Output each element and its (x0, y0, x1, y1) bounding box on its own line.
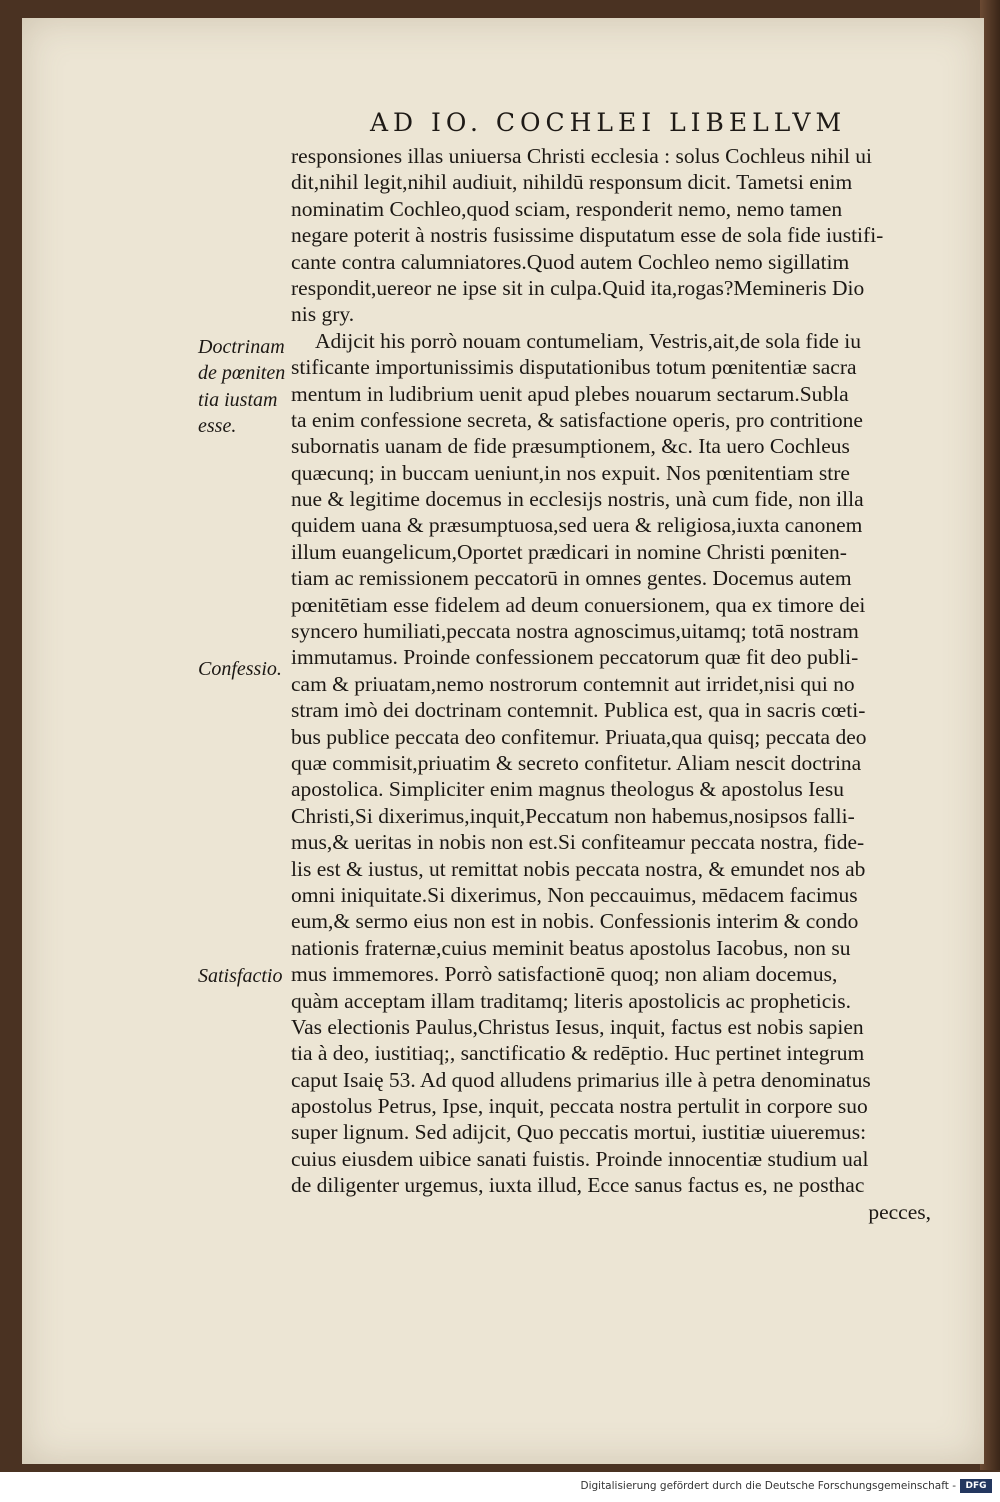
text-line: Adijcit his porrò nouam contumeliam, Vestris,ait,de sola fide iu (315, 328, 861, 353)
text-line: nominatim Cochleo,quod sciam, responderit nemo, nemo tamen (291, 196, 843, 221)
text-line: quæcunq; in buccam ueniunt,in nos expuit. Nos pœnitentiam stre (291, 460, 850, 485)
text-line: dit,nihil legit,nihil audiuit, nihildū responsum dicit. Tametsi enim (291, 170, 853, 195)
text-line: mus,& ueritas in nobis non est.Si confiteamur peccata nostra, fide- (291, 830, 865, 855)
text-line: nationis fraternæ,cuius meminit beatus apostolus Iacobus, non su (291, 935, 851, 960)
text-line: stificante importunissimis disputationibus totum pœnitentiæ sacra (291, 355, 857, 380)
text-line: eum,& sermo eius non est in nobis. Confessionis interim & condo (291, 909, 859, 934)
margin-note-esse: esse. (198, 415, 237, 437)
text-line: Christi,Si dixerimus,inquit,Peccatum non habemus,nosipsos falli- (291, 803, 855, 828)
margin-note-confessio: Confessio. (198, 658, 282, 680)
text-line: cuius eiusdem uibice sanati fuistis. Proinde innocentiæ studium ual (291, 1146, 869, 1171)
margin-note-doctrinam: Doctrinam (198, 336, 285, 358)
text-line: cante contra calumniatores.Quod autem Cochleo nemo sigillatim (291, 249, 850, 274)
text-line: omni iniquitate.Si dixerimus, Non peccauimus, mēdacem facimus (291, 882, 858, 907)
text-line: apostolus Petrus, Ipse, inquit, peccata nostra pertulit in corpore suo (291, 1094, 868, 1119)
text-line: mus immemores. Porrò satisfactionē quoq; non aliam docemus, (291, 962, 838, 987)
text-line: apostolica. Simpliciter enim magnus theologus & apostolus Iesu (291, 777, 844, 802)
footer-bar (0, 1472, 1000, 1502)
text-line: ta enim confessione secreta, & satisfactione operis, pro contritione (291, 407, 863, 432)
margin-note-satisfactio: Satisfactio (198, 965, 283, 987)
text-line: quàm acceptam illam traditamq; literis apostolicis ac propheticis. (291, 988, 852, 1013)
text-line: Vas electionis Paulus,Christus Iesus, inquit, factus est nobis sapien (291, 1014, 864, 1039)
text-line: tiam ac remissionem peccatorū in omnes gentes. Docemus autem (291, 566, 852, 591)
text-line: super lignum. Sed adijcit, Quo peccatis mortui, iustitiæ uiueremus: (291, 1120, 867, 1145)
text-line: subornatis uanam de fide præsumptionem, &c. Ita uero Cochleus (291, 434, 850, 459)
margin-note-de-poeniten: de pœniten (198, 362, 286, 384)
text-line: bus publice peccata deo confitemur. Priuata,qua quisq; peccata deo (291, 724, 867, 749)
text-line: lis est & iustus, ut remittat nobis peccata nostra, & emundet nos ab (291, 856, 866, 881)
text-line: syncero humiliati,peccata nostra agnoscimus,uitamq; totā nostram (291, 619, 859, 644)
text-line: illum euangelicum,Oportet prædicari in nomine Christi pœniten- (291, 539, 847, 564)
text-line: nis gry. (291, 302, 355, 327)
text-line: quæ commisit,priuatim & secreto confitetur. Aliam nescit doctrina (291, 750, 862, 775)
text-line: responsiones illas uniuersa Christi ecclesia : solus Cochleus nihil ui (291, 144, 873, 168)
text-line: de diligenter urgemus, iuxta illud, Ecce sanus factus es, ne posthac (291, 1173, 865, 1198)
text-line: nue & legitime docemus in ecclesijs nostris, unà cum fide, non illa (291, 487, 864, 512)
text-line: tia à deo, iustitiaq;, sanctificatio & redēptio. Huc pertinet integrum (291, 1041, 865, 1066)
text-line: mentum in ludibrium uenit apud plebes nouarum sectarum.Subla (291, 381, 849, 406)
text-line: caput Isaię 53. Ad quod alludens primarius ille à petra denominatus (291, 1067, 871, 1092)
text-line: negare poterit à nostris fusissime disputatum esse de sola fide iustifi- (291, 223, 884, 248)
text-line: stram imò dei doctrinam contemnit. Publica est, qua in sacris cœti- (291, 698, 866, 723)
dfg-logo: DFG (960, 1479, 992, 1493)
footer-credit: Digitalisierung gefördert durch die Deutsche Forschungsgemeinschaft - (580, 1480, 956, 1492)
text-line: cam & priuatam,nemo nostrorum contemnit aut irridet,nisi qui no (291, 671, 855, 696)
text-line: immutamus. Proinde confessionem peccatorum quæ fit deo publi- (291, 645, 859, 670)
catchword: pecces, (868, 1199, 931, 1224)
text-line: quidem uana & præsumptuosa,sed uera & religiosa,iuxta canonem (291, 513, 863, 538)
margin-note-tia-iustam: tia iustam (198, 389, 278, 411)
running-head: AD IO. COCHLEI LIBELLVM (370, 108, 847, 137)
text-line: respondit,uereor ne ipse sit in culpa.Quid ita,rogas?Memineris Dio (291, 275, 865, 300)
text-line: pœnitētiam esse fidelem ad deum conuersionem, qua ex timore dei (291, 592, 866, 617)
body-text (291, 143, 931, 1225)
